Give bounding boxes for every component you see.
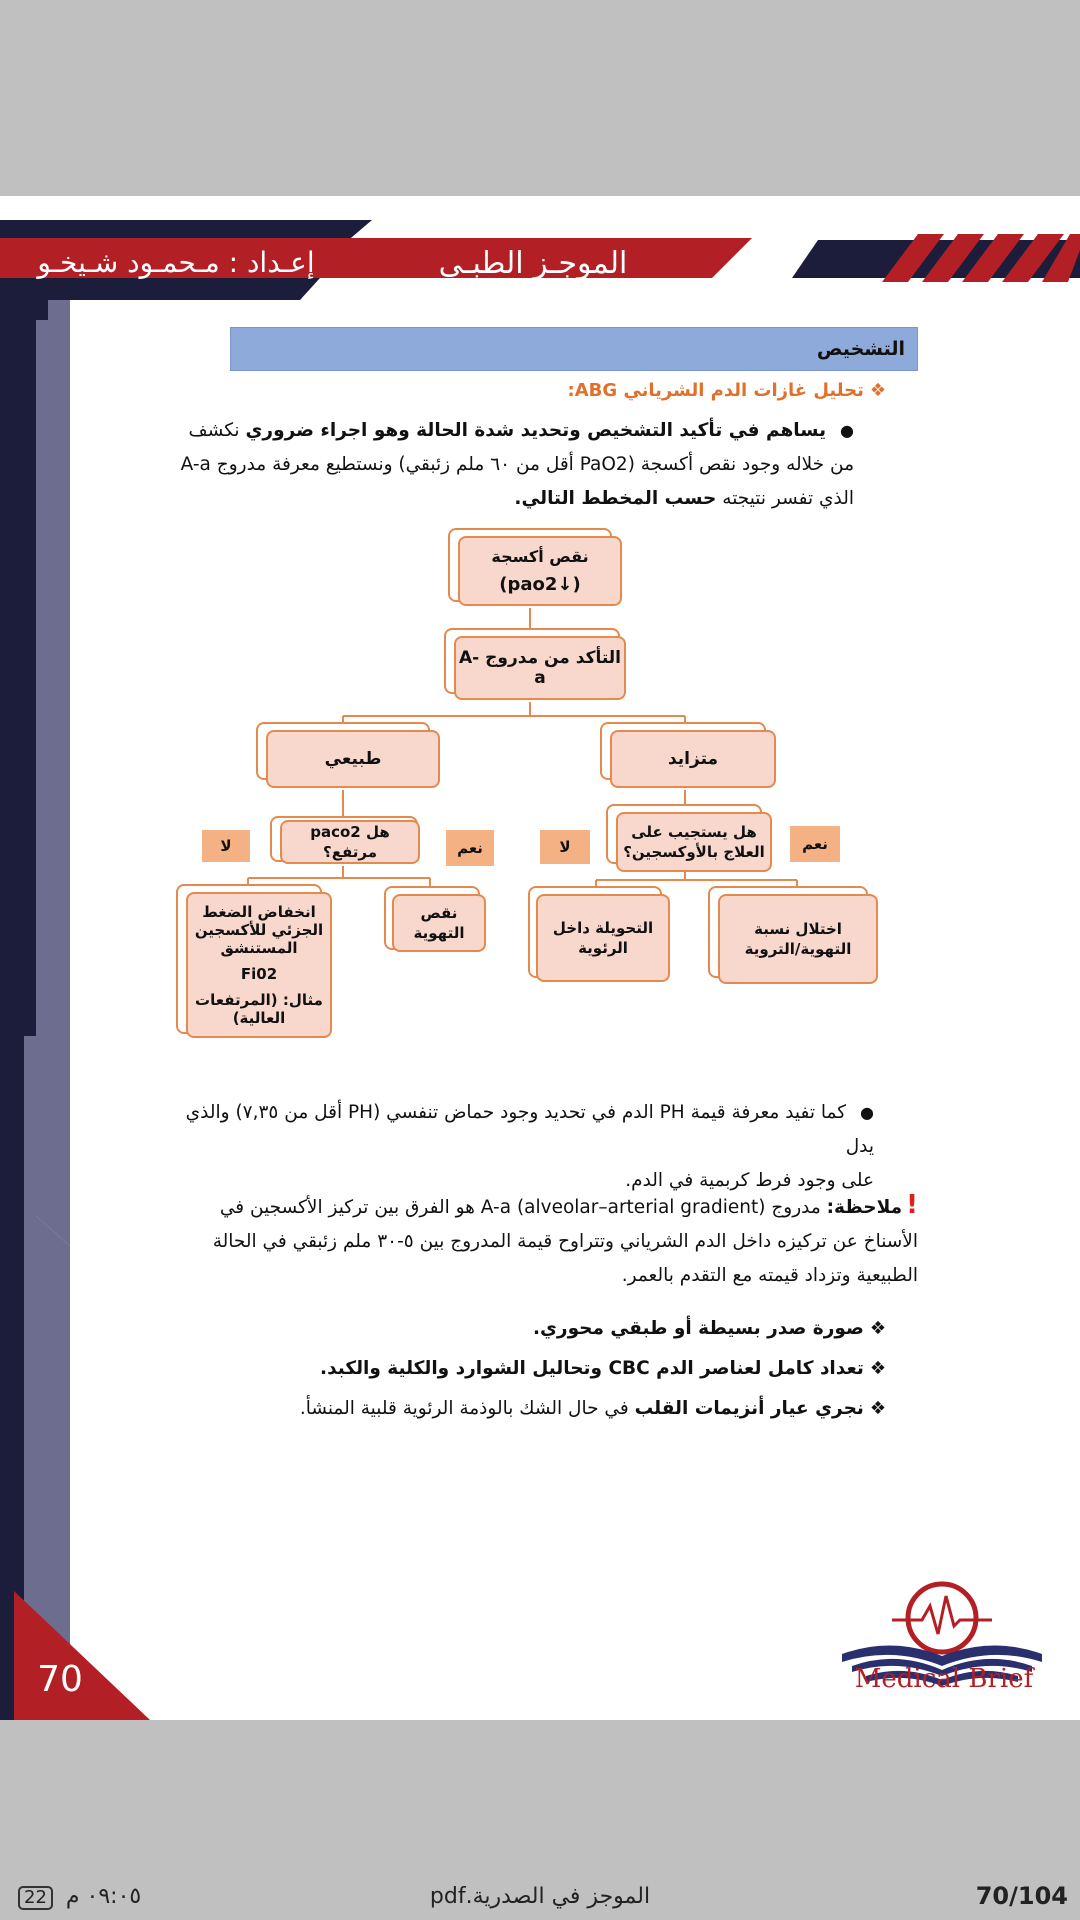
shunt-line1: التحويلة داخل [552, 919, 654, 937]
no-tag: لا [202, 830, 250, 862]
diamond-bullet-icon: ❖ [869, 1398, 886, 1419]
enzymes-bold-text: نجري عيار أنزيمات القلب [634, 1398, 864, 1419]
increased-label: متزايد [667, 749, 719, 769]
shunt-line2: الرئوية [578, 939, 628, 957]
tab-count-badge[interactable]: 22 [18, 1886, 53, 1910]
abg-paragraph-text: نكشف من خلاله وجود نقص أكسجة (PaO2 أقل من ٦٠ ملم زئبقي) ونستطيع معرفة مدروج A-a الذي تفسر نتيجته [180, 420, 854, 509]
document-page [0, 196, 1080, 1720]
low-fio2-line1: انخفاض الضغط [202, 903, 316, 921]
clock-time: ٠٩:٠٥ م [65, 1884, 142, 1909]
paco2-question-label: هل paco2 مرتفع؟ [310, 823, 390, 861]
header-author: إعـداد : مـحمـود شـيخـو [37, 246, 315, 279]
bullet-icon: ● [840, 421, 854, 440]
normal-label: طبيعي [324, 749, 382, 769]
reader-status-bar [0, 1876, 1080, 1920]
yes-tag: نعم [790, 826, 840, 862]
hypoventilation-line2: التهوية [413, 924, 465, 942]
page-indicator[interactable]: 70/104 [975, 1882, 1068, 1910]
box-low-fio2 [186, 892, 332, 1038]
item-cbc [186, 1352, 886, 1386]
note-paragraph [164, 1188, 918, 1293]
check-gradient-label: التأكد من مدروج A-a [459, 648, 621, 688]
ph-paragraph [164, 1096, 874, 1198]
item-cardiac-enzymes [186, 1392, 886, 1426]
vq-mismatch-line2: التهوية/التروية [744, 940, 852, 958]
low-fio2-line3: المستنشق [220, 939, 298, 957]
file-name: الموجز في الصدرية.pdf [429, 1884, 651, 1909]
abg-subheading [286, 380, 886, 401]
box-check-gradient [454, 636, 626, 700]
low-fio2-line2: الجزئي للأكسجين [194, 921, 324, 939]
note-label: ملاحظة: [826, 1197, 903, 1218]
box-hypoxia [458, 536, 622, 606]
header-title: الموجـز الطبـي [438, 246, 628, 281]
box-oxygen-question [616, 812, 772, 872]
note-text: مدروج A-a (alveolar–arterial gradient) هو الفرق بين تركيز الأكسجين في الأسناخ عن تركيزه داخل الدم الشرياني وتتراوح قيمة المدروج بين ٥-٣٠ ملم زئبقي في الحالة الطبيعية وتزداد قيمته مع التقدم بالعمر. [212, 1197, 918, 1286]
diamond-bullet-icon: ❖ [869, 1318, 886, 1339]
ph-paragraph-line1: كما تفيد معرفة قيمة PH الدم في تحديد وجود حماض تنفسي (PH أقل من ٧,٣٥) والذي يدل [185, 1102, 874, 1157]
abg-title-text: تحليل غازات الدم الشرياني ABG: [567, 380, 864, 401]
diamond-bullet-icon: ❖ [869, 1358, 886, 1379]
status-left [18, 1884, 141, 1910]
abg-paragraph [164, 414, 854, 516]
diamond-bullet-icon: ❖ [869, 380, 886, 401]
hypoventilation-line1: نقص [420, 904, 458, 922]
oxygen-question-line2: العلاج بالأوكسجين؟ [623, 843, 765, 861]
box-hypoventilation [392, 894, 486, 952]
abg-paragraph-bold: يساهم في تأكيد التشخيص وتحديد شدة الحالة وهو اجراء ضروري [245, 420, 827, 441]
cbc-text: تعداد كامل لعناصر الدم CBC وتحاليل الشوارد والكلية والكبد. [320, 1358, 864, 1379]
yes-tag: نعم [446, 830, 494, 866]
enzymes-text: في حال الشك بالوذمة الرئوية قلبية المنشأ. [299, 1398, 629, 1419]
side-decoration [0, 196, 160, 1720]
page-number: 70 [37, 1659, 83, 1700]
low-fio2-line4: Fi02 [240, 965, 278, 983]
item-chest-xray [186, 1312, 886, 1346]
bullet-icon: ● [860, 1103, 874, 1122]
chest-xray-text: صورة صدر بسيطة أو طبقي محوري. [532, 1318, 864, 1339]
logo-text: Medical Brief [854, 1664, 1034, 1694]
oxygen-question-line1: هل يستجيب على [631, 823, 757, 841]
exclamation-icon: ! [906, 1190, 918, 1220]
abg-paragraph-end: حسب المخطط التالي. [514, 488, 717, 509]
box-normal [266, 730, 440, 788]
box-increased [610, 730, 776, 788]
box-vq-mismatch [718, 894, 878, 984]
box-shunt [536, 894, 670, 982]
ph-paragraph-line2: على وجود فرط كربمية في الدم. [625, 1170, 874, 1191]
vq-mismatch-line1: اختلال نسبة [754, 920, 842, 938]
section-heading: التشخيص [230, 327, 918, 371]
low-fio2-line6: العالية) [232, 1009, 286, 1027]
low-fio2-line5: مثال: (المرتفعات [195, 991, 323, 1009]
no-tag: لا [540, 830, 590, 864]
box-paco2-question [280, 820, 420, 864]
hypoxia-label: نقص أكسجة [491, 547, 589, 566]
hypoxia-sub-label: (↓pao2) [499, 574, 581, 595]
